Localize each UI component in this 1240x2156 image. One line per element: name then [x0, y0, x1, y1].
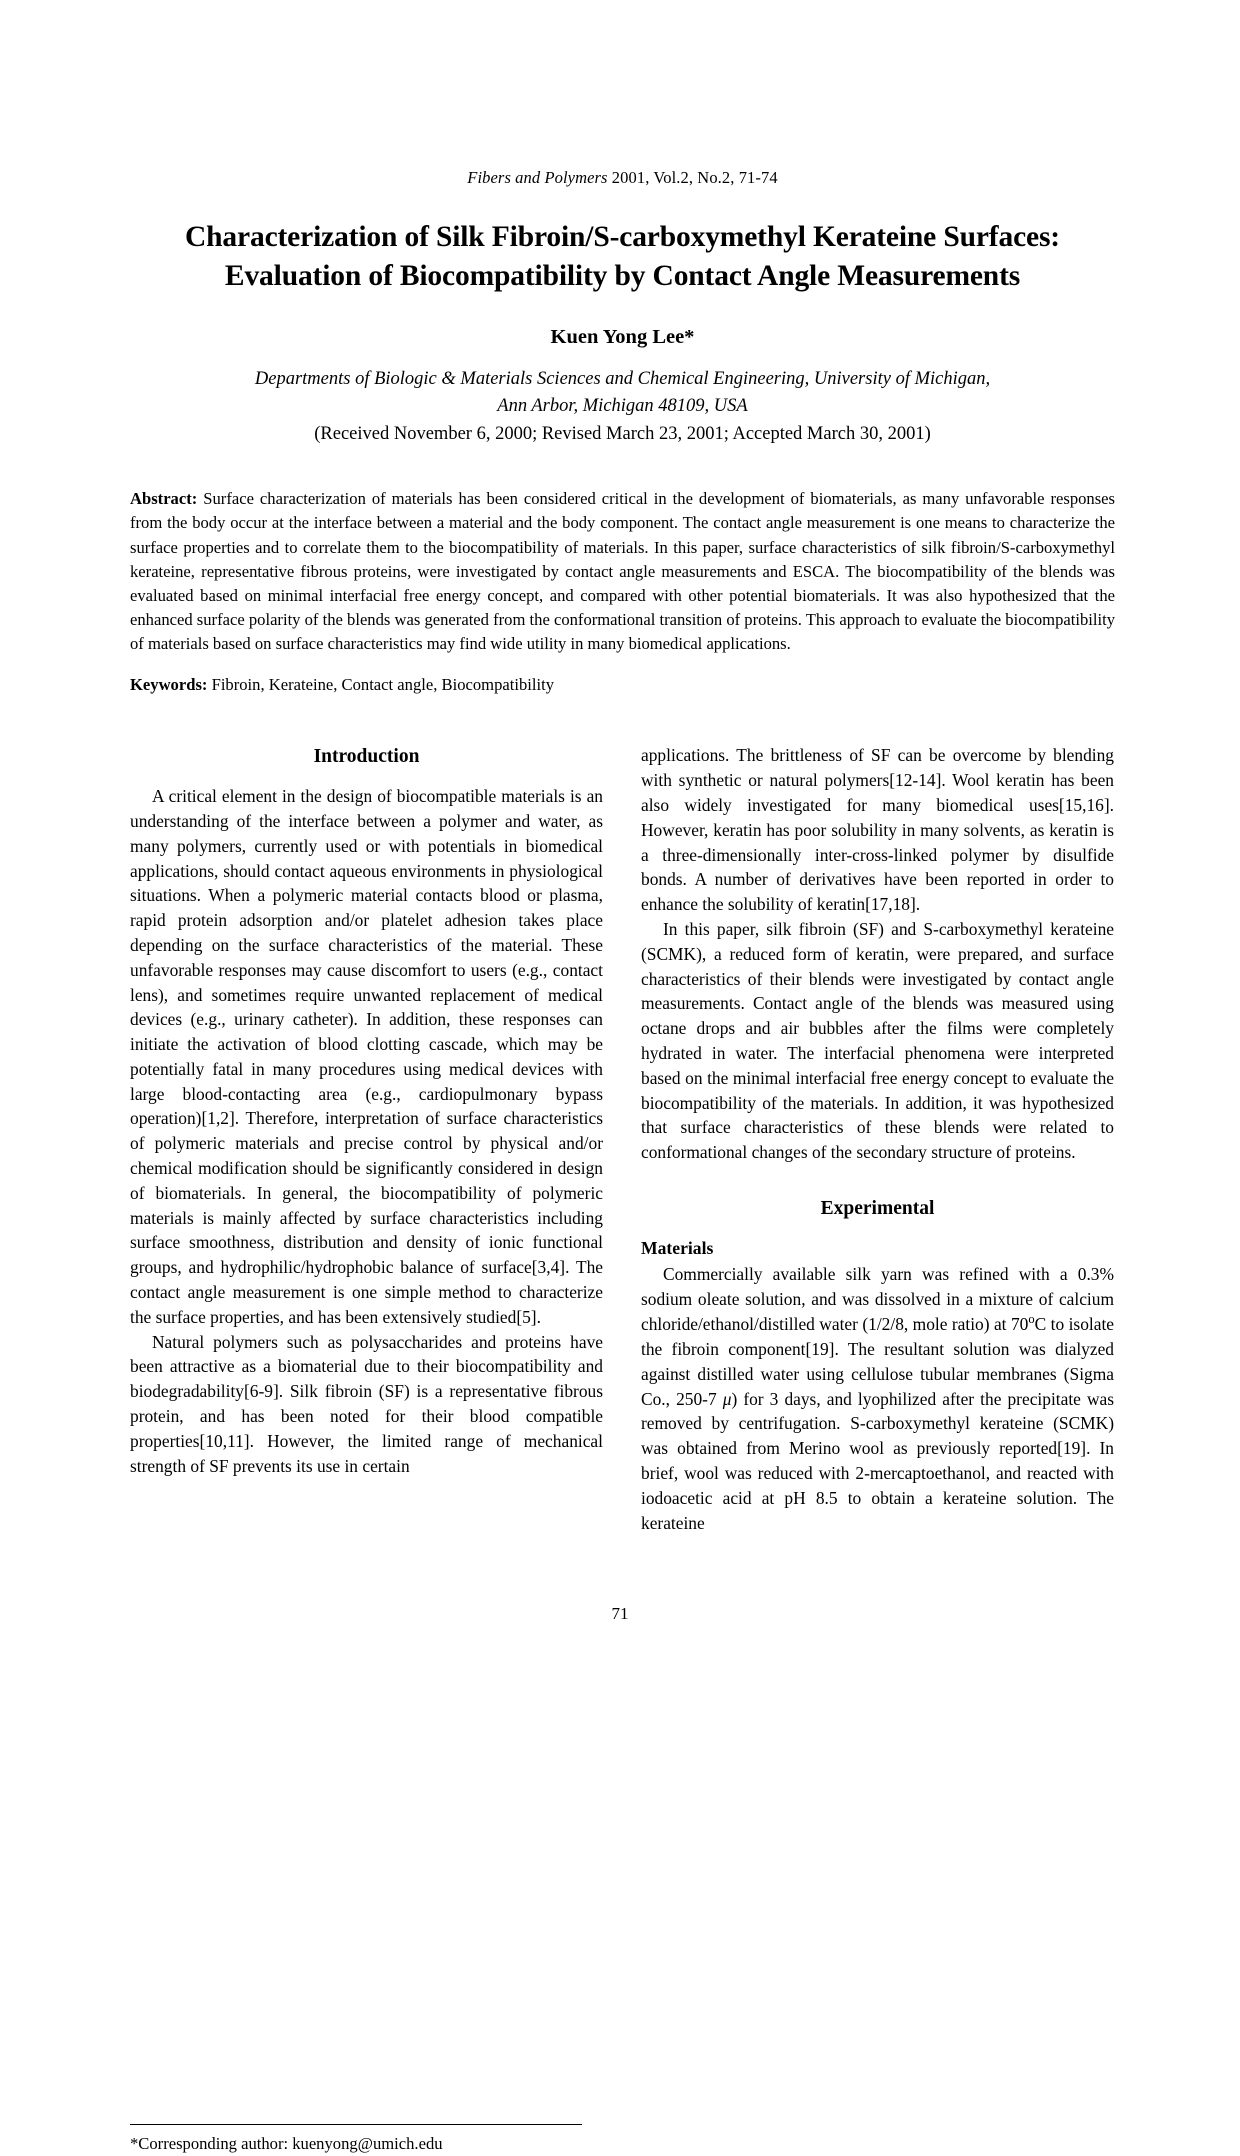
paper-title — [130, 218, 1115, 296]
body-columns — [130, 743, 1115, 2154]
author-affiliation — [130, 366, 1115, 447]
affiliation-line-1: Departments of Biologic & Materials Sciences and Chemical Engineering, University of Michigan, — [254, 368, 991, 389]
title-line-1: Characterization of Silk Fibroin/S-carboxymethyl Kerateine Surfaces: — [185, 221, 1060, 253]
micron-symbol: μ — [722, 1388, 732, 1409]
abstract-text: Surface characterization of materials has been considered critical in the development of biomaterials, as many unfavorable responses from the body occur at the interface between a material and the body component. The contact angle measurement is one means to characterize the surface properties and to correlate them to the biocompatibility of materials. In this paper, surface characteristics of silk fibroin/S-carboxymethyl kerateine, representative fibrous proteins, were investigated by contact angle measurements and ESCA. The biocompatibility of the blends was evaluated based on minimal interfacial free energy concept, and compared with other potential biomaterials. It was also hypothesized that the enhanced surface polarity of the blends was generated from the conformational transition of proteins. This approach to evaluate the biocompatibility of materials based on surface characteristics may find wide utility in many biomedical applications. — [130, 489, 1115, 654]
abstract-label: Abstract: — [130, 489, 198, 509]
section-heading-experimental: Experimental — [820, 1197, 935, 1219]
abstract — [130, 487, 1115, 656]
page-content — [130, 0, 1115, 2154]
section-heading-introduction: Introduction — [313, 746, 420, 768]
intro-paragraph-1: A critical element in the design of biocompatible materials is an understanding of the interface between a polymer and water, as many polymers, currently used or with potentials in biomedical applications, should contact aqueous environments in physiological situations. When a polymeric material contacts blood or plasma, rapid protein adsorption and/or platelet adhesion takes place depending on the surface characteristics of the material. These unfavorable responses may cause discomfort to users (e.g., contact lens), and sometimes require unwanted replacement of medical devices (e.g., urinary catheter). In addition, these responses can initiate the activation of blood clotting cascade, which may be potentially fatal in many procedures using medical devices with large blood-contacting area (e.g., cardiopulmonary bypass operation)[1,2]. Therefore, interpretation of surface characteristics of polymeric materials and precise control by physical and/or chemical modification should be significantly considered in design of biomaterials. In general, the biocompatibility of polymeric materials is mainly affected by surface characteristics including surface smoothness, distribution and density of ionic functional groups, and hydrophilic/hydrophobic balance of surface[3,4]. The contact angle measurement is one simple method to characterize the surface properties, and has been extensively studied[5]. — [130, 786, 603, 1327]
intro-paragraph-3: applications. The brittleness of SF can be overcome by blending with synthetic or natural polymers[12-14]. Wool keratin has been also widely investigated for many biomedical uses[15,16]. However, keratin has poor solubility in many solvents, as keratin is a three-dimensionally inter-cross-linked polymer by disulfide bonds. A number of derivatives have been reported in order to enhance the solubility of keratin[17,18]. — [641, 745, 1114, 915]
journal-citation: 2001, Vol.2, No.2, 71-74 — [607, 168, 778, 187]
intro-paragraph-2: Natural polymers such as polysaccharides and proteins have been attractive as a biomaterial due to their biocompatibility and biodegradability[6-9]. Silk fibroin (SF) is a representative fibrous protein, and has been noted for their blood compatible properties[10,11]. However, the limited range of mechanical strength of SF prevents its use in certain — [130, 1331, 603, 1476]
author-name: Kuen Yong Lee* — [550, 325, 695, 348]
left-column — [130, 743, 603, 2154]
footnote-divider — [130, 2124, 582, 2125]
keywords-text: Fibroin, Kerateine, Contact angle, Biocompatibility — [207, 675, 554, 695]
right-column — [641, 743, 1114, 1535]
corresponding-author-footnote: *Corresponding author: kuenyong@umich.edu — [130, 2134, 443, 2154]
keywords-label: Keywords: — [130, 675, 208, 695]
received-dates: (Received November 6, 2000; Revised March 23, 2001; Accepted March 30, 2001) — [314, 423, 931, 444]
keywords — [130, 673, 1115, 697]
page-number: 71 — [611, 1604, 629, 1623]
affiliation-line-2: Ann Arbor, Michigan 48109, USA — [497, 395, 748, 416]
subsection-heading-materials: Materials — [641, 1237, 714, 1258]
running-head — [130, 168, 1115, 188]
title-line-2: Evaluation of Biocompatibility by Contact Angle Measurements — [224, 259, 1021, 292]
materials-text-c: ) for 3 days, and lyophilized after the precipitate was removed by centrifugation. S-carboxymethyl kerateine (SCMK) was obtained from Merino wool as previously reported[19]. In brief, wool was reduced with 2-mercaptoethanol, and reacted with iodoacetic acid at pH 8.5 to obtain a kerateine solution. The kerateine — [641, 1388, 1114, 1533]
degree-ordinal: o — [1028, 1312, 1035, 1327]
journal-name: Fibers and Polymers — [467, 168, 608, 187]
materials-text-b: C to isolate the fibroin component[19]. The resultant solution was dialyzed against distilled water using cellulose tubular membranes (Sigma Co., 250-7 — [641, 1314, 1114, 1409]
materials-text-a: Commercially available silk yarn was refined with a 0.3% sodium oleate solution, and was dissolved in a mixture of calcium chloride/ethanol/distilled water (1/2/8, mole ratio) at 70 — [641, 1263, 1114, 1335]
intro-paragraph-4: In this paper, silk fibroin (SF) and S-carboxymethyl kerateine (SCMK), a reduced form of keratin, were prepared, and surface characteristics of their blends were investigated by contact angle measurements. Contact angle of the blends was measured using octane drops and air bubbles after the films were completely hydrated in water. The interfacial phenomena were interpreted based on the minimal interfacial free energy concept to evaluate the biocompatibility of the materials. In addition, it was hypothesized that surface characteristics of these blends were related to conformational changes of the secondary structure of proteins. — [641, 918, 1114, 1163]
materials-paragraph — [641, 1262, 1114, 1536]
